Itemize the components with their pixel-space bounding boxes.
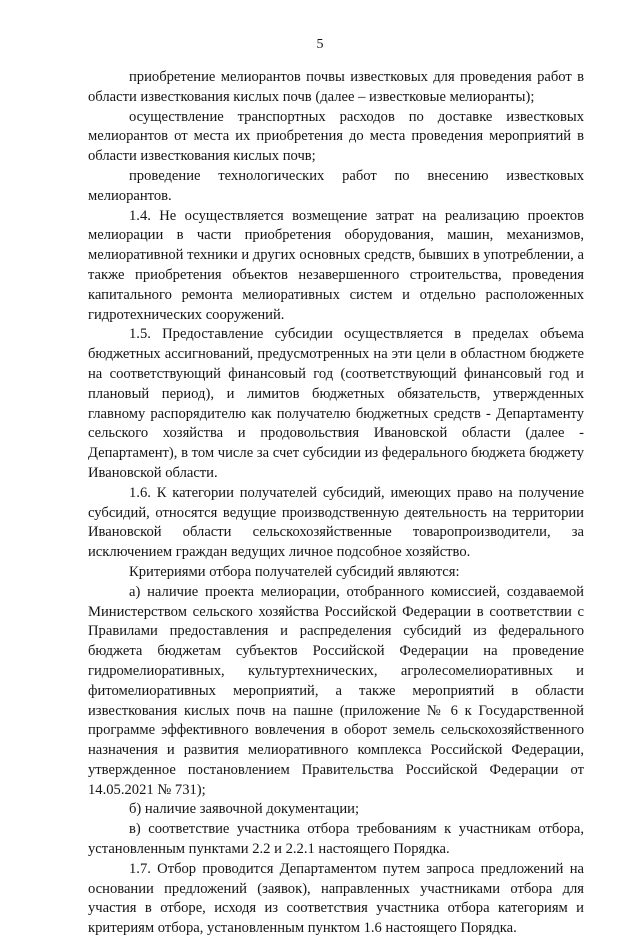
paragraph-transport-costs: осуществление транспортных расходов по доставке известковых мелиорантов от места их приобретения до места проведения мероприятий в области известкования кислых почв; [88,108,584,165]
paragraph-criterion-b: б) наличие заявочной документации; [129,801,360,818]
paragraph-criterion-c: в) соответствие участника отбора требованиям к участникам отбора, установленным пунктами 2.2 и 2.2.1 настоящего Порядка. [88,821,584,858]
paragraph-selection-criteria-intro: Критериями отбора получателей субсидий являются: [129,563,460,580]
paragraph-criterion-a: а) наличие проекта мелиорации, отобранного комиссией, создаваемой Министерством сельского хозяйства Российской Федерации в соответствии с Правилами предоставления и распределения субсидий из федерального бюджета бюджетам субъектов Российской Федерации на проведение гидромелиоративных, культуртехнических, агролесомелиоративных и фитомелиоративных мероприятий, а также мероприятий в области известкования кислых почв на пашне (приложение № 6 к Государственной программе эффективного вовлечения в оборот земель сельскохозяйственного назначения и развития мелиоративного комплекса Российской Федерации, утвержденное постановлением Правительства Российской Федерации от 14.05.2021 № 731); [88,583,584,798]
paragraph-technological-works: проведение технологических работ по внесению известковых мелиорантов. [88,167,584,204]
paragraph-clause-1-7: 1.7. Отбор проводится Департаментом путем запроса предложений на основании предложений (заявок), направленных участниками отбора для участия в отборе, исходя из соответствия участника отбора категориям и критериям отбора, установленным пунктом 1.6 настоящего Порядка. [88,860,584,937]
paragraph-clause-1-4: 1.4. Не осуществляется возмещение затрат на реализацию проектов мелиорации в части приобретения оборудования, машин, механизмов, мелиоративной техники и других основных средств, бывших в употреблении, а также приобретения объектов незавершенного строительства, проведения капитального ремонта мелиоративных систем и отдельно расположенных гидротехнических сооружений. [88,207,584,323]
page-number: 5 [316,37,324,52]
paragraph-liming-materials-purchase: приобретение мелиорантов почвы известковых для проведения работ в области известкования кислых почв (далее – известковые мелиоранты); [88,69,584,105]
paragraph-clause-1-6: 1.6. К категории получателей субсидий, имеющих право на получение субсидий, относятся ведущие производственную деятельность на территории Ивановской области сельскохозяйственные товаропроизводители, за исключением граждан ведущих личное подсобное хозяйство. [88,484,584,561]
paragraph-clause-1-5: 1.5. Предоставление субсидии осуществляется в пределах объема бюджетных ассигнований, предусмотренных на эти цели в областном бюджете на соответствующий финансовый год (соответствующий финансовый год и плановый период), и лимитов бюджетных обязательств, утвержденных главному распорядителю как получателю бюджетных средств - Департаменту сельского хозяйства и продовольствия Ивановской области (далее - Департамент), в том числе за счет субсидии из федерального бюджета бюджету Ивановской области. [88,326,584,481]
document-body [88,68,584,939]
